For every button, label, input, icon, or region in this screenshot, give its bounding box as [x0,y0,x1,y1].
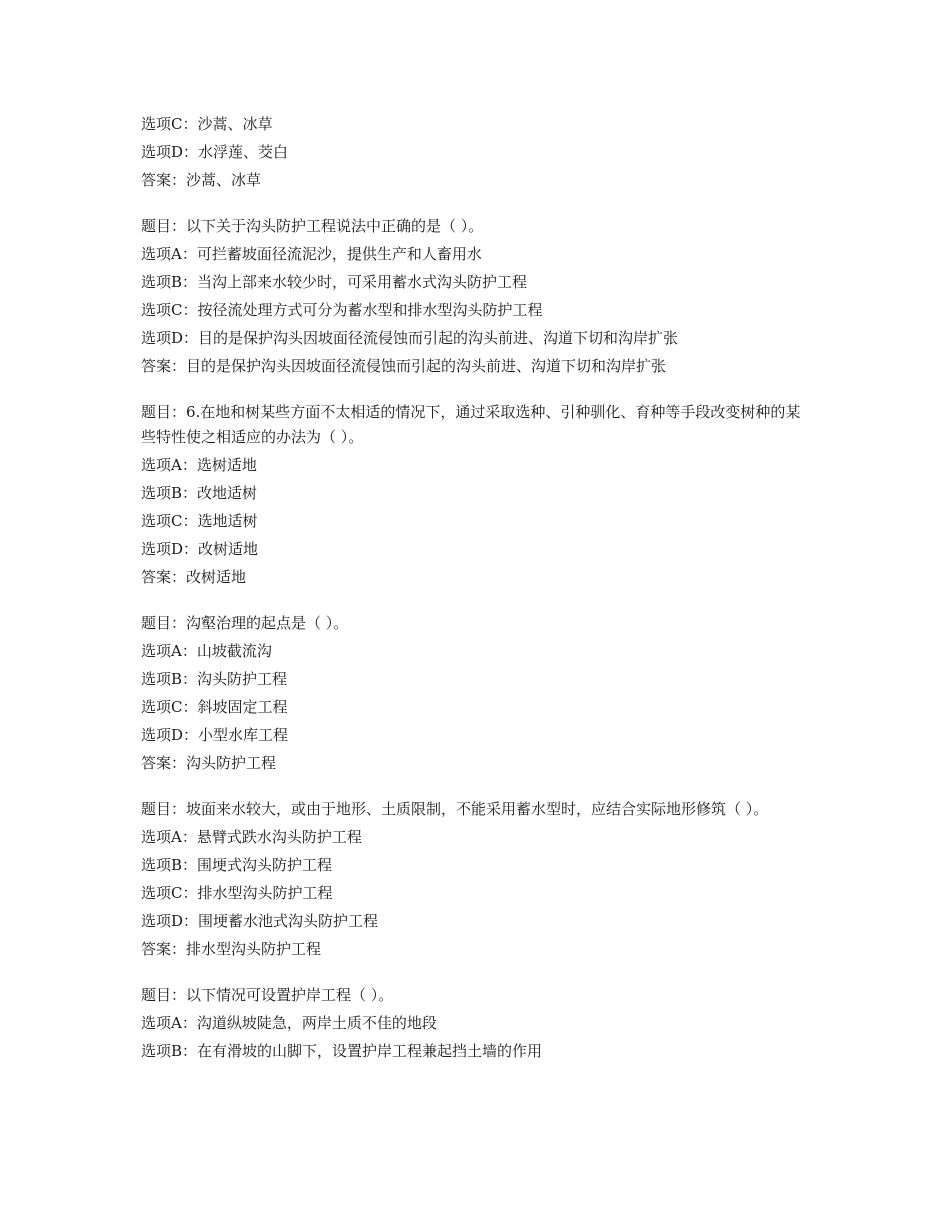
option-line: 选项C：选地适树 [141,512,258,530]
option-line: 选项D：改树适地 [141,540,259,558]
option-line: 选项B：改地适树 [141,484,258,502]
question-text: 题目：以下情况可设置护岸工程（ ）。 [141,986,394,1004]
lead-block [141,110,811,194]
option-line: 选项D：水浮莲、茭白 [141,143,289,161]
option-line: 选项C：排水型沟头防护工程 [141,884,333,902]
option-line: 选项D：小型水库工程 [141,726,289,744]
option-line: 选项B：沟头防护工程 [141,670,288,688]
question-text: 题目：坡面来水较大，或由于地形、土质限制，不能采用蓄水型时，应结合实际地形修筑（ ）。 [141,800,769,818]
option-line: 选项D：目的是保护沟头因坡面径流侵蚀而引起的沟头前进、沟道下切和沟岸扩张 [141,329,679,347]
question-text: 题目：以下关于沟头防护工程说法中正确的是（ ）。 [141,217,484,235]
answer-line: 答案：沟头防护工程 [141,754,277,772]
question-block [141,212,811,380]
answer-line: 答案：改树适地 [141,568,247,586]
option-line: 选项C：按径流处理方式可分为蓄水型和排水型沟头防护工程 [141,301,543,319]
question-block [141,981,811,1065]
question-block [141,795,811,963]
answer-line: 答案：目的是保护沟头因坡面径流侵蚀而引起的沟头前进、沟道下切和沟岸扩张 [141,357,667,375]
option-line: 选项A：山坡截流沟 [141,642,272,660]
option-line: 选项A：悬臂式跌水沟头防护工程 [141,828,362,846]
option-line: 选项D：围埂蓄水池式沟头防护工程 [141,912,379,930]
option-line: 选项B：在有滑坡的山脚下，设置护岸工程兼起挡土墙的作用 [141,1042,543,1060]
option-line: 选项A：选树适地 [141,456,257,474]
option-line: 选项B：当沟上部来水较少时，可采用蓄水式沟头防护工程 [141,273,528,291]
question-block [141,609,811,777]
answer-line: 答案：排水型沟头防护工程 [141,940,322,958]
answer-line: 答案：沙蒿、冰草 [141,171,262,189]
question-block [141,398,811,591]
option-line: 选项A：沟道纵坡陡急，两岸土质不佳的地段 [141,1014,437,1032]
option-line: 选项A：可拦蓄坡面径流泥沙，提供生产和人畜用水 [141,245,482,263]
document-content [141,110,811,1083]
question-text: 题目：沟壑治理的起点是（ ）。 [141,614,349,632]
question-text: 题目：6.在地和树某些方面不太相适的情况下，通过采取选种、引种驯化、育种等手段改变树种的某些特性使之相适应的办法为（ ）。 [141,403,801,446]
option-line: 选项C：沙蒿、冰草 [141,115,273,133]
option-line: 选项B：围埂式沟头防护工程 [141,856,333,874]
option-line: 选项C：斜坡固定工程 [141,698,288,716]
